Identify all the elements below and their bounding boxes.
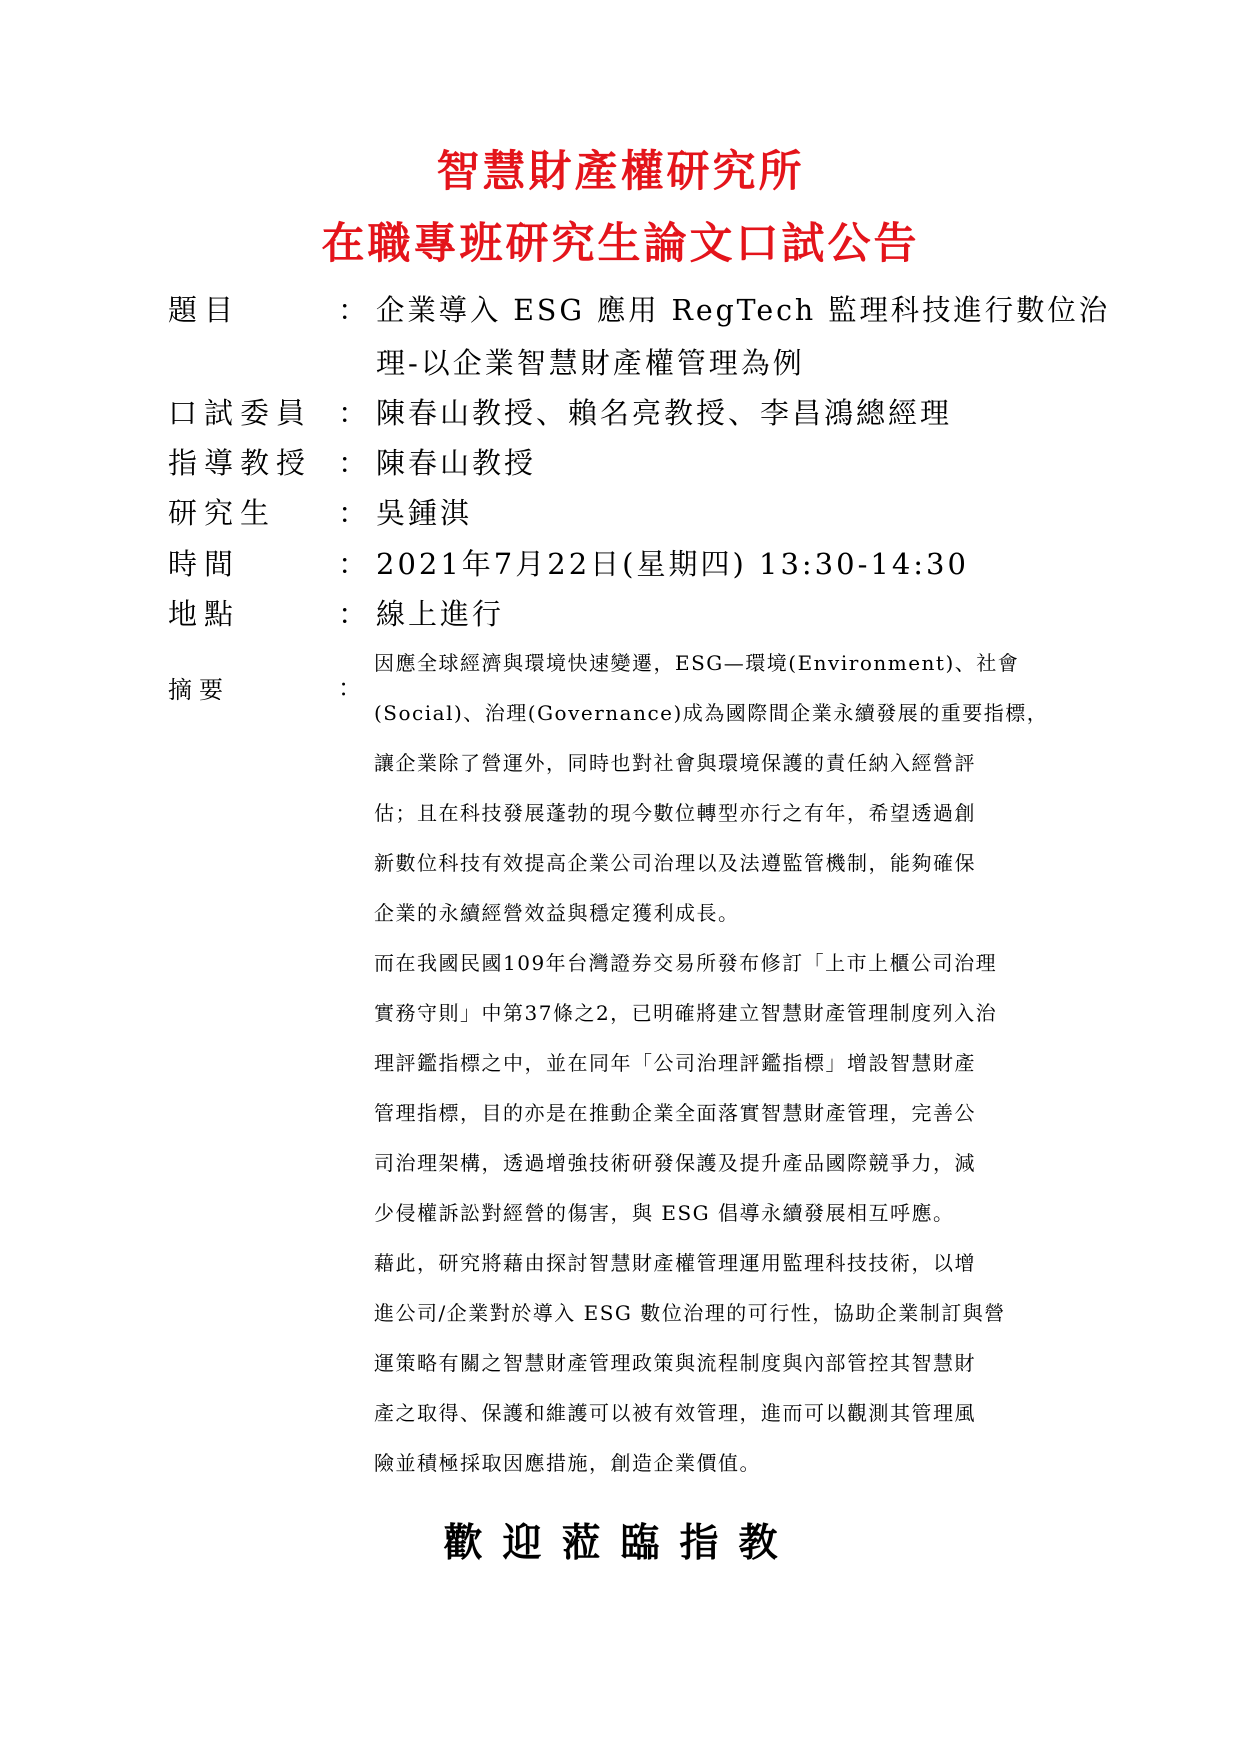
abstract-line: 而在我國民國109年台灣證券交易所發布修訂「上市上櫃公司治理: [374, 951, 998, 975]
committee-label: 口試委員: [168, 396, 313, 430]
announcement-title: 在職專班研究生論文口試公告: [321, 219, 920, 269]
location-value: 線上進行: [376, 597, 505, 631]
abstract-line: 讓企業除了營運外，同時也對社會與環境保護的責任納入經營評: [374, 751, 976, 775]
abstract-line: 因應全球經濟與環境快速變遷，ESG—環境(Environment)、社會: [374, 651, 1020, 675]
abstract-line: 管理指標，目的亦是在推動企業全面落實智慧財產管理，完善公: [374, 1101, 976, 1125]
student-label: 研究生: [168, 496, 277, 530]
committee-colon: ：: [338, 396, 368, 430]
location-label: 地點: [168, 597, 241, 631]
topic-value-line2: 理-以企業智慧財產權管理為例: [376, 346, 805, 380]
topic-label: 題目: [168, 293, 241, 327]
abstract-line: 產之取得、保護和維護可以被有效管理，進而可以觀測其管理風: [374, 1401, 976, 1425]
abstract-colon: ：: [338, 674, 362, 702]
student-value: 吳鍾淇: [376, 496, 473, 530]
abstract-line: 理評鑑指標之中，並在同年「公司治理評鑑指標」增設智慧財產: [374, 1051, 976, 1075]
time-colon: ：: [338, 547, 368, 581]
abstract-line: 運策略有關之智慧財產管理政策與流程制度與內部管控其智慧財: [374, 1351, 976, 1375]
institute-title: 智慧財產權研究所: [436, 147, 805, 197]
topic-value-line1: 企業導入 ESG 應用 RegTech 監理科技進行數位治: [376, 293, 1111, 327]
committee-value: 陳春山教授、賴名亮教授、李昌鴻總經理: [376, 396, 953, 430]
abstract-line: 實務守則」中第37條之2，已明確將建立智慧財產管理制度列入治: [374, 1001, 998, 1025]
abstract-line: 估；且在科技發展蓬勃的現今數位轉型亦行之有年，希望透過創: [374, 801, 976, 825]
advisor-label: 指導教授: [168, 446, 313, 480]
student-colon: ：: [338, 496, 368, 530]
time-value: 2021年7月22日(星期四) 13:30-14:30: [376, 547, 969, 581]
abstract-line: 險並積極採取因應措施，創造企業價值。: [374, 1451, 761, 1475]
abstract-line: 企業的永續經營效益與穩定獲利成長。: [374, 901, 740, 925]
abstract-label: 摘要: [168, 676, 230, 704]
abstract-line: 司治理架構，透過增強技術研發保護及提升產品國際競爭力，減: [374, 1151, 976, 1175]
abstract-line: 進公司/企業對於導入 ESG 數位治理的可行性，協助企業制訂與營: [374, 1301, 1006, 1325]
topic-colon: ：: [338, 293, 368, 327]
time-label: 時間: [168, 547, 241, 581]
abstract-line: 新數位科技有效提高企業公司治理以及法遵監管機制，能夠確保: [374, 851, 976, 875]
location-colon: ：: [338, 597, 368, 631]
abstract-line: 少侵權訴訟對經營的傷害，與 ESG 倡導永續發展相互呼應。: [374, 1201, 955, 1225]
advisor-value: 陳春山教授: [376, 446, 537, 480]
abstract-line: 藉此，研究將藉由探討智慧財產權管理運用監理科技技術，以增: [374, 1251, 976, 1275]
advisor-colon: ：: [338, 446, 368, 480]
abstract-line: (Social)、治理(Governance)成為國際間企業永續發展的重要指標，: [374, 701, 1049, 725]
welcome-message: 歡迎蒞臨指教: [443, 1520, 798, 1566]
